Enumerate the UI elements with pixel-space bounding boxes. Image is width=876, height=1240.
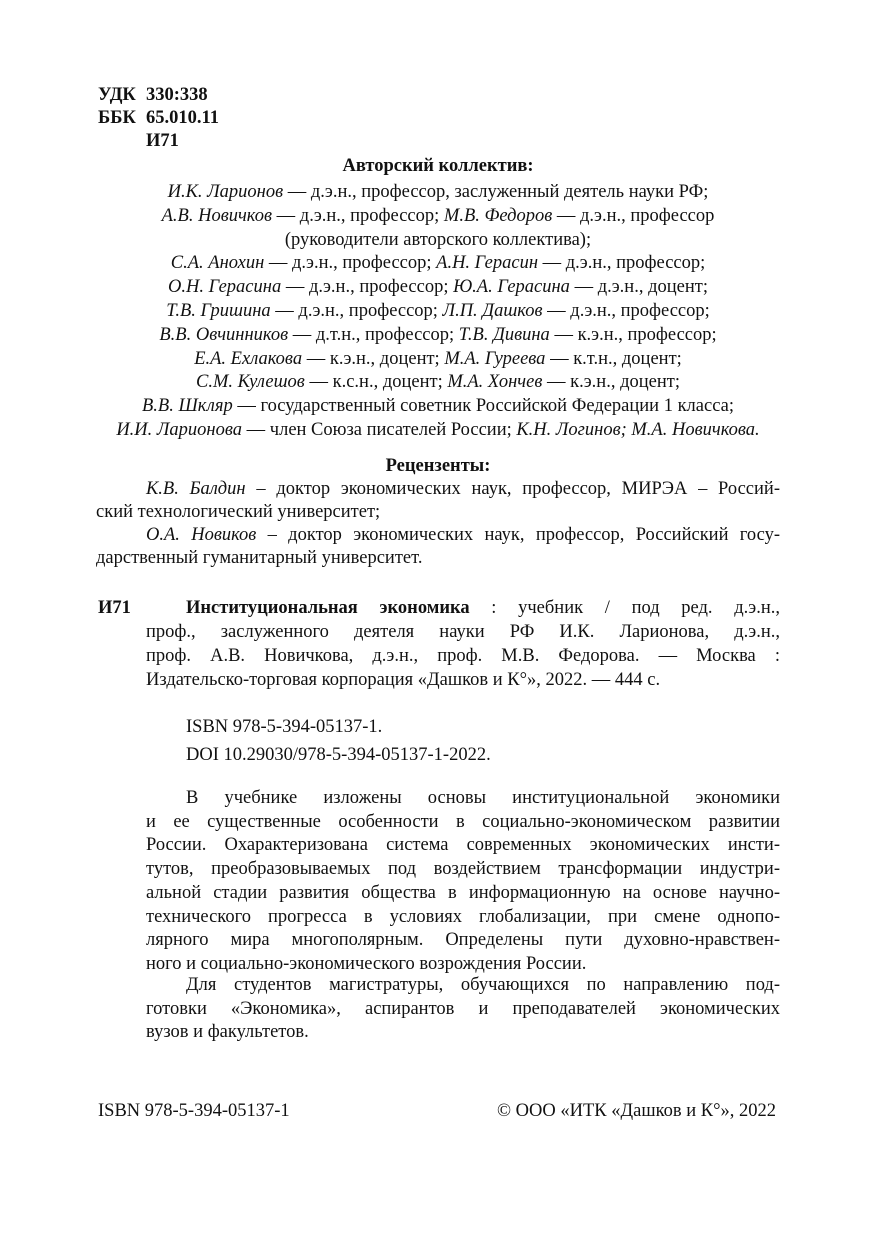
abstract-line: России. Охарактеризована система современных экономических инсти- — [146, 835, 780, 856]
author-sign: И71 — [146, 131, 179, 151]
author-name: М.А. Хончев — [447, 372, 543, 393]
author-detail: — к.э.н., доцент; — [542, 372, 680, 393]
abstract-line: ного и социально-экономического возрождения России. — [146, 953, 587, 974]
author-detail: — д.э.н., доцент; — [569, 277, 708, 298]
author-line — [96, 348, 780, 370]
biblio-line-1: Институциональная экономика : учебник / под ред. д.э.н., — [186, 598, 780, 618]
reviewer-1-line-1: К.В. Балдин – доктор экономических наук, профессор, МИРЭА – Россий- — [146, 479, 780, 499]
author-name: В.В. Овчинников — [159, 324, 289, 345]
author-detail: — член Союза писателей России; — [242, 420, 517, 440]
author-name: А.Н. Герасин — [436, 253, 538, 274]
author-detail: (руководители авторского коллектива); — [284, 229, 592, 250]
biblio-line-4: Издательско-торговая корпорация «Дашков и К°», 2022. — 444 с. — [146, 670, 661, 690]
author-detail: — к.т.н., доцент; — [545, 348, 682, 369]
reviewer-1-line-2: ский технологический университет; — [96, 502, 381, 522]
biblio-doi: DOI 10.29030/978-5-394-05137-1-2022. — [186, 745, 491, 765]
author-line — [96, 324, 780, 346]
author-name: М.А. Гуреева — [444, 348, 546, 369]
author-detail: — д.т.н., профессор; — [288, 324, 459, 345]
reviewer-2-line-1: О.А. Новиков – доктор экономических наук, профессор, Российский госу- — [146, 525, 780, 545]
authors-heading: Авторский коллектив: — [342, 156, 534, 176]
author-detail: — д.э.н., профессор, заслуженный деятель науки РФ; — [283, 182, 709, 202]
author-name: Т.В. Гришина — [166, 301, 271, 321]
author-detail: — д.э.н., профессор; — [264, 253, 437, 274]
udk-label: УДК — [98, 85, 136, 105]
author-name: О.Н. Герасина — [168, 277, 282, 298]
author-detail: — к.э.н., профессор; — [549, 324, 717, 345]
author-line — [96, 205, 780, 227]
author-detail: — д.э.н., профессор; — [270, 301, 443, 321]
author-line — [96, 300, 780, 322]
reviewer-2-name: О.А. Новиков — [146, 525, 257, 545]
author-name: С.М. Кулешов — [196, 372, 305, 393]
author-name: К.Н. Логинов; М.А. Новичкова. — [516, 420, 760, 440]
author-name: Е.А. Ехлакова — [194, 348, 303, 369]
author-name: Т.В. Дивина — [458, 324, 550, 345]
author-line — [96, 419, 780, 441]
biblio-line-2: проф., заслуженного деятеля науки РФ И.К. Ларионова, д.э.н., — [146, 622, 780, 642]
author-line — [96, 229, 780, 251]
author-name: С.А. Анохин — [170, 253, 265, 274]
author-line — [96, 252, 780, 274]
author-detail: — д.э.н., профессор; — [538, 253, 706, 274]
footer-isbn: ISBN 978-5-394-05137-1 — [98, 1101, 290, 1121]
author-line — [96, 371, 780, 393]
author-name: И.И. Ларионова — [116, 420, 243, 440]
abstract-line: альной стадии развития общества в информационную на основе научно- — [146, 882, 780, 903]
biblio-sign: И71 — [98, 598, 131, 618]
author-name: М.В. Федоров — [443, 205, 553, 226]
udk-value: 330:338 — [146, 85, 208, 105]
abstract-line: вузов и факультетов. — [146, 1022, 309, 1043]
abstract-line: тутов, преобразовываемых под воздействием трансформации индустри- — [146, 859, 780, 880]
abstract-line: технического прогресса в условиях глобализации, при смене однопо- — [146, 906, 780, 927]
author-detail: — государственный советник Российской Федерации 1 класса; — [232, 396, 735, 417]
abstract-line: В учебнике изложены основы институциональной экономики — [186, 788, 780, 808]
biblio-isbn: ISBN 978-5-394-05137-1. — [186, 717, 383, 737]
author-detail: — д.э.н., профессор — [552, 205, 715, 226]
abstract-line: лярного мира многополярным. Определены пути духовно-нравствен- — [146, 930, 780, 951]
footer-copyright: © ООО «ИТК «Дашков и К°», 2022 — [496, 1101, 776, 1121]
author-line — [96, 181, 780, 203]
udk-line — [98, 84, 208, 106]
bbk-line — [98, 107, 219, 129]
author-detail: — д.э.н., профессор; — [542, 301, 710, 321]
book-title: Институциональная экономика — [186, 598, 470, 618]
biblio-line-3: проф. А.В. Новичкова, д.э.н., проф. М.В. Федорова. — Москва : — [146, 646, 780, 666]
reviewer-2-line-2: дарственный гуманитарный университет. — [96, 548, 423, 568]
bbk-label: ББК — [98, 108, 136, 128]
reviewers-heading: Рецензенты: — [385, 456, 491, 476]
author-name: А.В. Новичков — [161, 205, 273, 226]
author-line — [96, 276, 780, 298]
author-detail: — д.э.н., профессор; — [272, 205, 444, 226]
author-detail: — к.с.н., доцент; — [304, 372, 448, 393]
author-name: Ю.А. Герасина — [453, 277, 570, 298]
author-line — [96, 395, 780, 417]
abstract-line: Для студентов магистратуры, обучающихся по направлению под- — [186, 975, 780, 995]
author-name: Л.П. Дашков — [442, 301, 543, 321]
reviewer-1-name: К.В. Балдин — [146, 479, 246, 499]
abstract-line: и ее существенные особенности в социально-экономическом развитии — [146, 811, 780, 832]
author-detail: — к.э.н., доцент; — [302, 348, 445, 369]
abstract-line: готовки «Экономика», аспирантов и преподавателей экономических — [146, 998, 780, 1019]
author-name: И.К. Ларионов — [167, 182, 284, 202]
bbk-value: 65.010.11 — [146, 108, 219, 128]
author-detail: — д.э.н., профессор; — [281, 277, 454, 298]
author-name: В.В. Шкляр — [141, 396, 233, 417]
